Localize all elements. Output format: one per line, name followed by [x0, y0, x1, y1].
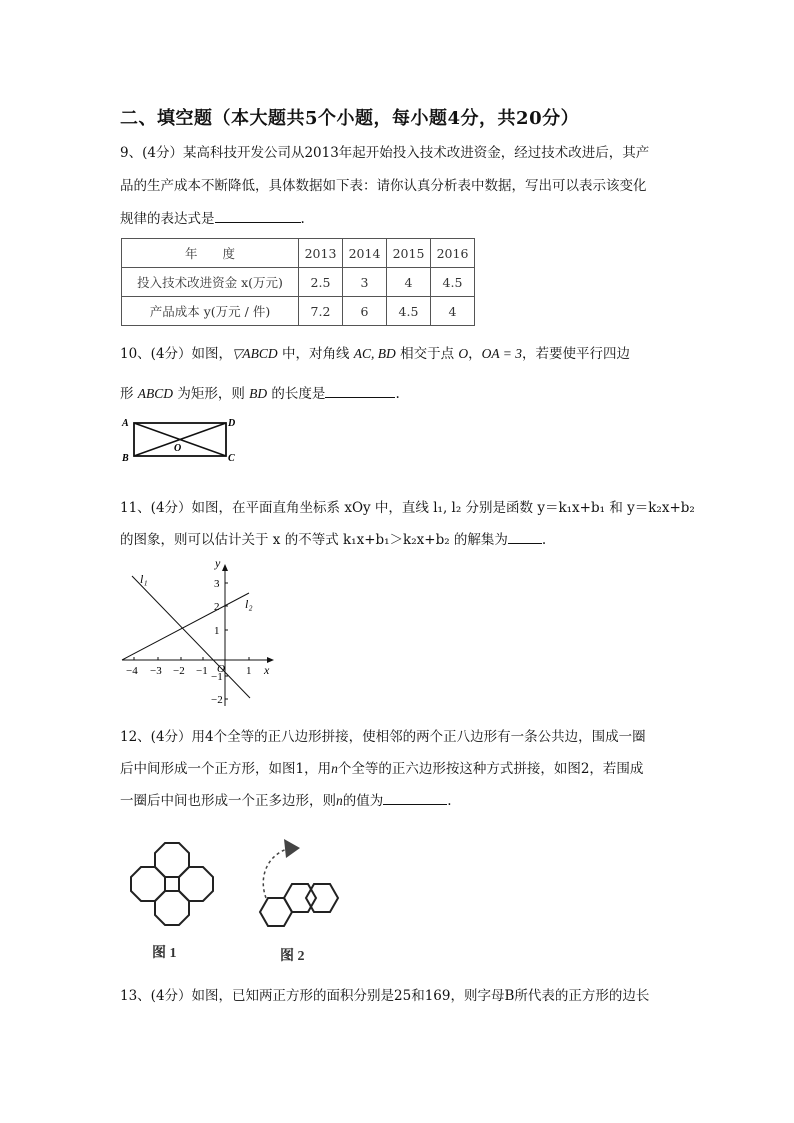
q10-diagonals: AC, BD — [353, 346, 396, 361]
q12-line1: 12、(4分）用4个全等的正八边形拼接，使相邻的两个正八边形有一条公共边，围成一圈 — [120, 729, 646, 745]
table-header-cell: 2015 — [387, 239, 431, 268]
table-row — [122, 297, 475, 326]
q9-line1: 9、(4分）某高科技开发公司从2013年起开始投入技术改进资金，经过技术改进后，其产 — [120, 145, 650, 161]
q10-answer-blank[interactable] — [325, 383, 395, 398]
octagon-right — [179, 867, 213, 901]
q10-parallelogram-symbol: ▽ABCD — [232, 346, 278, 361]
q10-text: 形 — [120, 386, 138, 402]
table-header-cell: 年 度 — [122, 239, 299, 268]
y-axis-arrow — [222, 564, 228, 571]
x-tick-label: 1 — [246, 665, 252, 677]
table-cell: 6 — [343, 297, 387, 326]
q10-text: 为矩形，则 — [173, 386, 250, 402]
y-tick-label: 2 — [214, 601, 220, 613]
q12-n: n — [336, 793, 343, 808]
q10-point-o: O — [458, 346, 469, 361]
figure2-caption: 图 2 — [280, 949, 305, 964]
q10-text: ，若要使平行四边 — [522, 346, 630, 362]
x-axis-label: x — [264, 663, 270, 677]
q10-bd: BD — [249, 386, 268, 401]
q12-text: 个全等的正六边形按这种方式拼接，如图2，若围成 — [337, 761, 644, 777]
q12-n: n — [331, 761, 338, 776]
q12-text: 后中间形成一个正方形，如图1，用 — [120, 761, 332, 777]
q12-text: . — [447, 793, 452, 809]
y-tick-label: 1 — [214, 625, 220, 637]
q9-answer-blank[interactable] — [215, 208, 301, 223]
label-c: C — [228, 453, 235, 464]
x-tick-label: −1 — [196, 665, 208, 677]
q11-text: 的图象，则可以估计关于 x 的不等式 k₁x+b₁＞k₂x+b₂ 的解集为 — [120, 532, 508, 548]
q10-oa-value: OA = 3 — [481, 346, 522, 361]
label-d: D — [228, 418, 236, 429]
y-tick-label: −2 — [211, 694, 223, 706]
q11-text: . — [541, 532, 547, 548]
rotation-arrow-icon — [284, 839, 300, 858]
l1-label: l₁ — [140, 572, 148, 586]
table-cell: 3 — [343, 268, 387, 297]
label-b: B — [122, 453, 129, 464]
q10-rectangle-figure — [118, 414, 242, 464]
q9-line2: 品的生产成本不断降低，具体数据如下表：请你认真分析表中数据，写出可以表示该变化 — [120, 178, 647, 194]
q10-text: . — [395, 386, 400, 402]
table-header-cell: 2013 — [299, 239, 343, 268]
table-cell: 产品成本 y(万元 / 件) — [122, 297, 299, 326]
q13-line1: 13、(4分）如图，已知两正方形的面积分别是25和169，则字母B所代表的正方形的边长 — [120, 988, 650, 1004]
table-header-cell: 2016 — [431, 239, 475, 268]
q12-figure2 — [254, 836, 366, 964]
line-l1 — [132, 576, 250, 698]
hexagon-3 — [306, 884, 338, 912]
table-cell: 投入技术改进资金 x(万元) — [122, 268, 299, 297]
q9-line3-text: 规律的表达式是 — [120, 211, 215, 227]
q12-line2 — [120, 759, 643, 779]
q9-line3 — [120, 208, 305, 229]
octagon-left — [131, 867, 165, 901]
origin-label: O — [217, 663, 225, 675]
q11-line1: 11、(4分）如图，在平面直角坐标系 xOy 中，直线 l₁, l₂ 分别是函数 y＝k₁x+b₁ 和 y＝k₂x+b₂ — [120, 500, 695, 516]
table-row — [122, 239, 475, 268]
table-cell: 4 — [431, 297, 475, 326]
x-tick-label: −4 — [126, 665, 138, 677]
section-title: 二、填空题（本大题共5个小题，每小题4分，共20分） — [120, 108, 580, 129]
q10-line2 — [120, 383, 400, 404]
q12-answer-blank[interactable] — [383, 790, 447, 805]
q12-line3 — [120, 790, 452, 811]
q10-text: 的长度是 — [267, 386, 326, 402]
q12-text: 的值为 — [342, 793, 384, 809]
y-tick-label: −1 — [211, 671, 223, 683]
x-tick-label: −2 — [173, 665, 185, 677]
line-l2 — [122, 593, 249, 660]
l2-label: l₂ — [245, 597, 253, 611]
label-o: O — [174, 443, 182, 454]
q10-line1 — [120, 344, 630, 364]
label-a: A — [122, 418, 129, 429]
table-cell: 4.5 — [431, 268, 475, 297]
q9-line3-end: . — [300, 211, 305, 227]
q11-answer-blank[interactable] — [508, 529, 542, 544]
y-axis-label: y — [215, 556, 221, 570]
q12-figure1 — [124, 836, 220, 960]
q10-text: 相交于点 — [395, 346, 459, 362]
q11-line2 — [120, 529, 546, 550]
q10-abcd: ABCD — [137, 386, 174, 401]
table-cell: 4 — [387, 268, 431, 297]
table-cell: 2.5 — [299, 268, 343, 297]
q10-text: 中，对角线 — [277, 346, 354, 362]
y-tick-label: 3 — [214, 578, 220, 590]
table-row — [122, 268, 475, 297]
table-header-cell: 2014 — [343, 239, 387, 268]
q9-data-table — [121, 238, 475, 326]
table-cell: 4.5 — [387, 297, 431, 326]
table-cell: 7.2 — [299, 297, 343, 326]
q12-text: 一圈后中间也形成一个正多边形，则 — [120, 793, 336, 809]
x-tick-label: −3 — [150, 665, 162, 677]
q11-coordinate-graph — [118, 556, 280, 708]
q10-text: ， — [468, 346, 482, 362]
q10-text: 10、(4分）如图， — [120, 346, 233, 362]
figure1-caption: 图 1 — [152, 946, 177, 960]
